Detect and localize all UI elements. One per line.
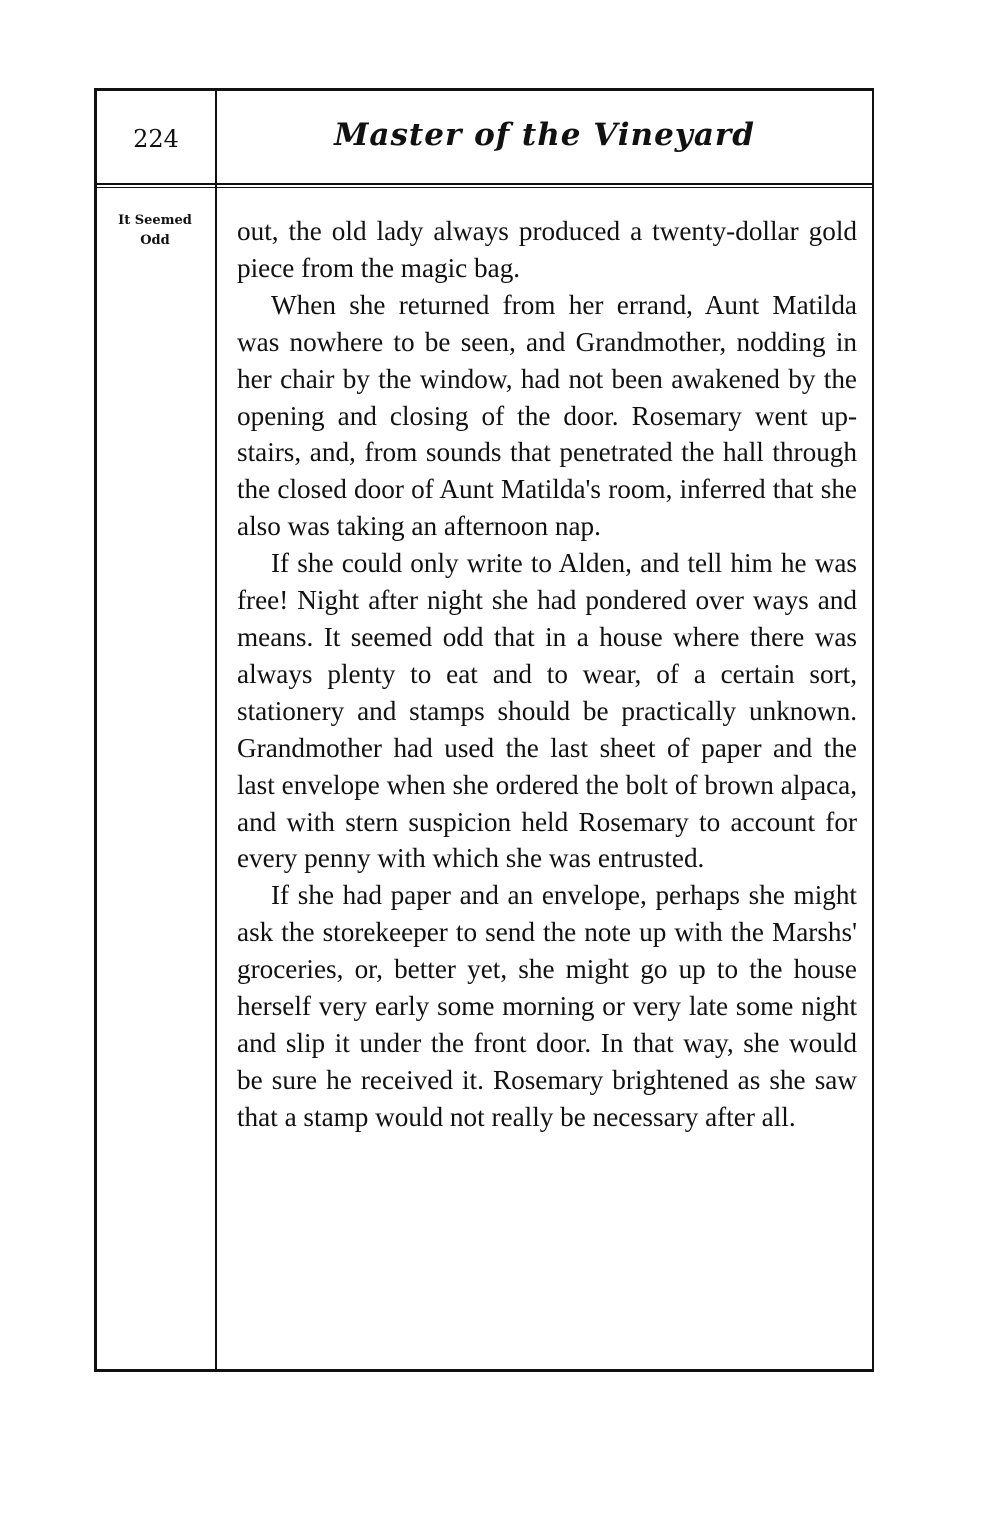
margin-note: [97, 211, 213, 251]
page-frame: [94, 88, 874, 1372]
margin-column-divider: [215, 91, 217, 1369]
paragraph: When she returned from her errand, Aunt Matilda was nowhere to be seen, and Grandmother, nodding in her chair by the window, had not been awakened by the opening and closing of the door. Rosemary went up-stairs, and, from sounds that penetrated the hall through the closed door of Aunt Matilda's room, inferred that she also was taking an afternoon nap.: [237, 289, 857, 542]
header-rule-secondary: [97, 187, 872, 188]
margin-note-line-2: Odd: [140, 233, 170, 248]
header-rule: [97, 183, 872, 185]
paragraph: out, the old lady always produced a twenty-dollar gold piece from the magic bag.: [237, 216, 857, 283]
page-number: 224: [133, 125, 179, 153]
paragraph: If she had paper and an envelope, perhaps she might ask the storekeeper to send the note up with the Marshs' groceries, or, better yet, she might go up to the house herself very early some morning or very late some night and slip it under the front door. In that way, she would be sure he received it. Rosemary brightened as she saw that a stamp would not really be necessary after all.: [237, 880, 857, 1132]
body-text: [237, 213, 857, 1136]
margin-note-line-1: It Seemed: [118, 213, 192, 228]
paragraph: If she could only write to Alden, and tell him he was free! Night after night she had pondered over ways and means. It seemed odd that in a house where there was always plenty to eat and to wear, of a certain sort, stationery and stamps should be practically unknown. Grandmother had used the last sheet of paper and the last envelope when she ordered the bolt of brown alpaca, and with stern suspicion held Rosemary to account for every penny with which she was entrusted.: [237, 548, 857, 874]
running-title: Master of the Vineyard: [334, 117, 755, 153]
